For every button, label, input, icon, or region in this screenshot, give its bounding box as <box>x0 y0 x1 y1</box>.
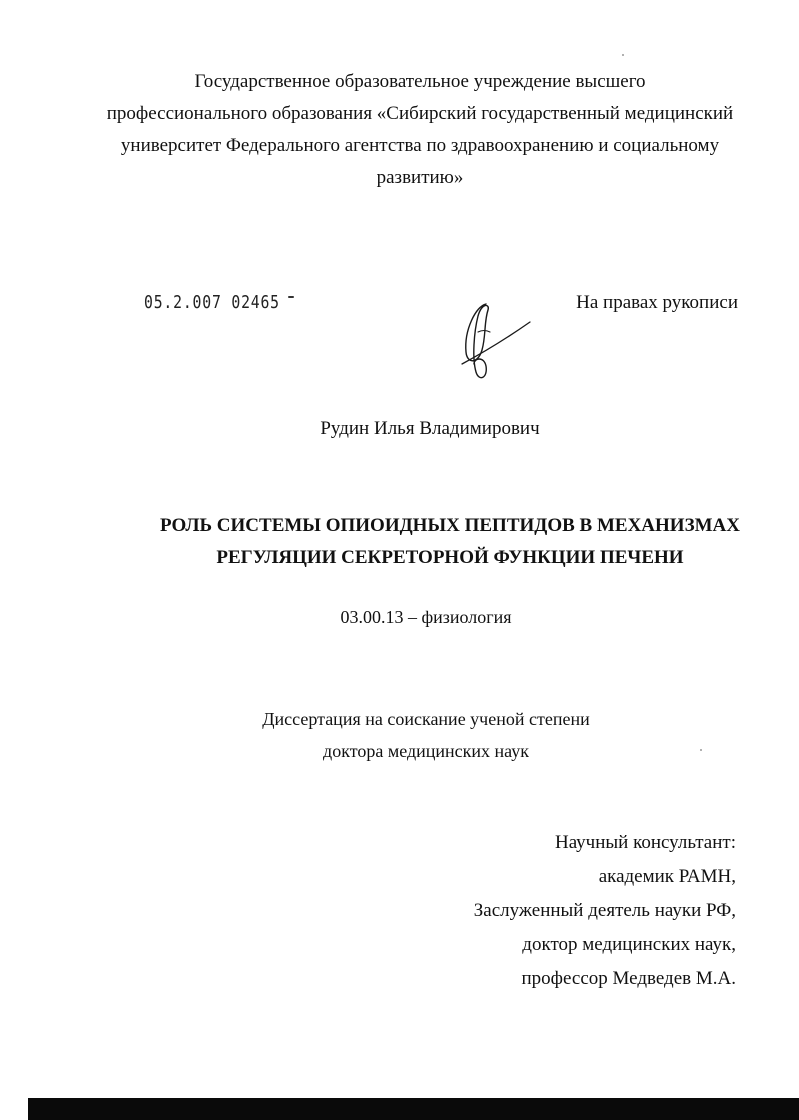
institution-header <box>100 66 740 194</box>
consultant-line-1: академик РАМН, <box>598 866 736 887</box>
degree-line-1: Диссертация на соискание ученой степени <box>262 709 590 729</box>
consultant-heading: Научный консультант: <box>554 832 736 853</box>
scan-speck <box>622 54 624 56</box>
scan-speck <box>700 749 702 751</box>
dissertation-title <box>150 510 750 574</box>
title-line-2: РЕГУЛЯЦИИ СЕКРЕТОРНОЙ ФУНКЦИИ ПЕЧЕНИ <box>216 547 684 568</box>
title-line-1: РОЛЬ СИСТЕМЫ ОПИОИДНЫХ ПЕПТИДОВ В МЕХАНИЗМАХ <box>160 515 740 536</box>
scan-mark <box>288 296 294 298</box>
degree-statement <box>0 703 799 767</box>
consultant-line-3: доктор медицинских наук, <box>522 934 736 955</box>
handwritten-signature <box>448 292 548 392</box>
archive-code: 05.2.007 02465 <box>144 292 280 313</box>
author-name: Рудин Илья Владимирович <box>320 418 540 439</box>
institution-line-4: развитию» <box>376 167 464 188</box>
institution-line-2: профессионального образования «Сибирский государственный медицинский <box>106 103 734 124</box>
institution-line-3: университет Федерального агентства по здравоохранению и социальному <box>120 135 720 156</box>
institution-line-1: Государственное образовательное учреждение высшего <box>194 71 646 92</box>
manuscript-rights-label: На правах рукописи <box>576 292 738 313</box>
scientific-consultant <box>400 826 736 996</box>
consultant-line-4: профессор Медведев М.А. <box>521 968 736 989</box>
scan-edge-bar <box>28 1098 799 1120</box>
specialty-code: 03.00.13 – физиология <box>340 607 512 627</box>
degree-line-2: доктора медицинских наук <box>323 741 529 761</box>
consultant-line-2: Заслуженный деятель науки РФ, <box>473 900 736 921</box>
